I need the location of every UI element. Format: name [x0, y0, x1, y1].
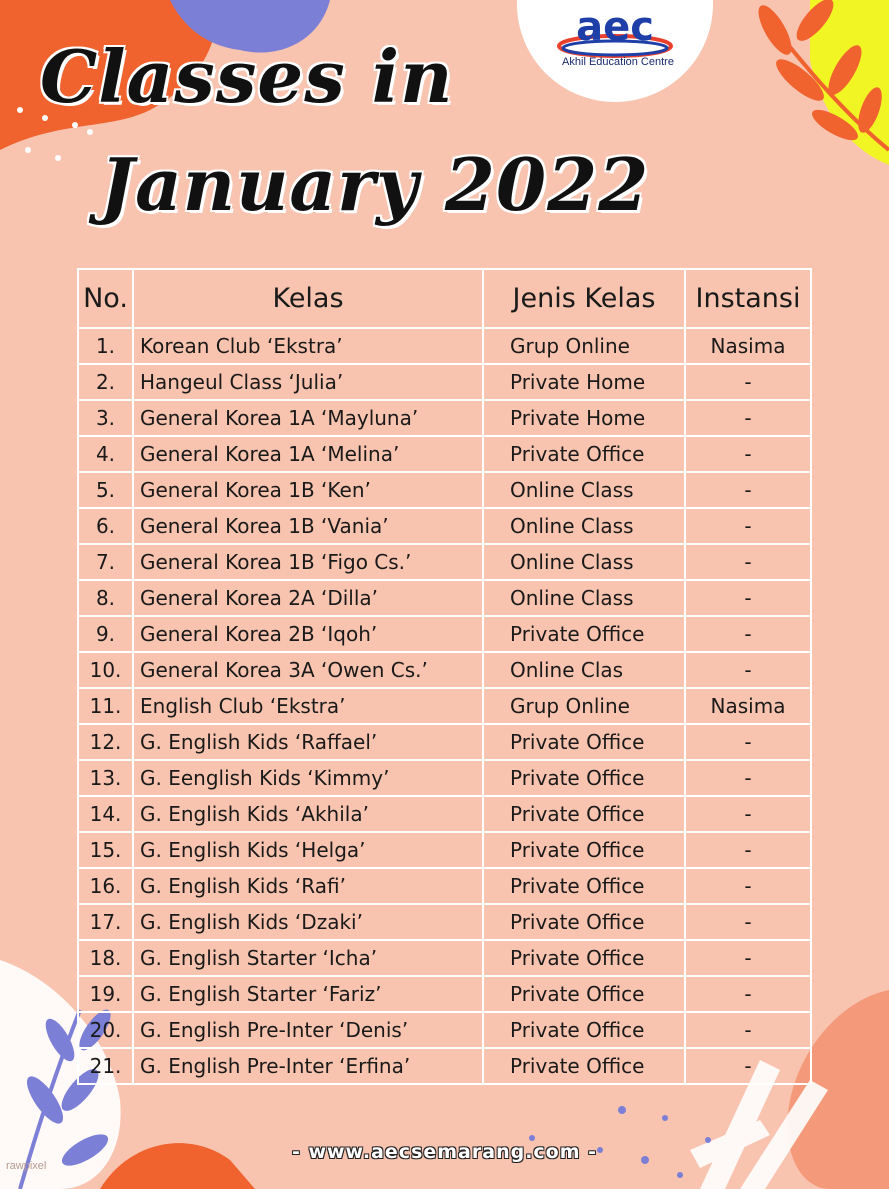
cell-jenis-kelas: Online Class	[483, 544, 685, 580]
table-row	[78, 796, 811, 832]
cell-jenis-kelas: Grup Online	[483, 688, 685, 724]
cell-instansi: -	[685, 940, 811, 976]
header-instansi: Instansi	[685, 269, 811, 328]
table-row	[78, 940, 811, 976]
cell-no: 9.	[78, 616, 133, 652]
cell-kelas: General Korea 1B ‘Ken’	[133, 472, 483, 508]
cell-instansi: -	[685, 616, 811, 652]
cell-jenis-kelas: Private Office	[483, 976, 685, 1012]
table-row	[78, 1012, 811, 1048]
cell-instansi: -	[685, 436, 811, 472]
table-row	[78, 652, 811, 688]
table-header-row	[78, 269, 811, 328]
cell-instansi: -	[685, 364, 811, 400]
cell-instansi: -	[685, 472, 811, 508]
logo-mark-text: aec	[576, 4, 654, 50]
cell-instansi: -	[685, 760, 811, 796]
cell-no: 11.	[78, 688, 133, 724]
cell-kelas: G. English Kids ‘Helga’	[133, 832, 483, 868]
cell-kelas: General Korea 1B ‘Vania’	[133, 508, 483, 544]
cell-no: 2.	[78, 364, 133, 400]
logo-name: Akhil Education Centre	[562, 56, 674, 68]
cell-kelas: G. English Starter ‘Icha’	[133, 940, 483, 976]
title-line-1: Classes in	[40, 34, 454, 119]
table-row	[78, 472, 811, 508]
cell-jenis-kelas: Private Office	[483, 904, 685, 940]
cell-kelas: G. English Kids ‘Raffael’	[133, 724, 483, 760]
cell-instansi: -	[685, 904, 811, 940]
cell-kelas: English Club ‘Ekstra’	[133, 688, 483, 724]
table-row	[78, 832, 811, 868]
cell-no: 8.	[78, 580, 133, 616]
cell-jenis-kelas: Online Clas	[483, 652, 685, 688]
cell-kelas: General Korea 2B ‘Iqoh’	[133, 616, 483, 652]
table-row	[78, 328, 811, 364]
cell-kelas: G. English Starter ‘Fariz’	[133, 976, 483, 1012]
cell-no: 16.	[78, 868, 133, 904]
cell-instansi: -	[685, 544, 811, 580]
cell-kelas: G. English Pre-Inter ‘Erfina’	[133, 1048, 483, 1084]
cell-no: 10.	[78, 652, 133, 688]
cell-instansi: Nasima	[685, 688, 811, 724]
cell-no: 1.	[78, 328, 133, 364]
cell-kelas: General Korea 1B ‘Figo Cs.’	[133, 544, 483, 580]
cell-instansi: -	[685, 508, 811, 544]
cell-jenis-kelas: Private Office	[483, 868, 685, 904]
website-footer: - www.aecsemarang.com -	[291, 1141, 598, 1163]
table-row	[78, 436, 811, 472]
cell-instansi: -	[685, 724, 811, 760]
cell-jenis-kelas: Private Office	[483, 940, 685, 976]
cell-kelas: General Korea 3A ‘Owen Cs.’	[133, 652, 483, 688]
table-row	[78, 616, 811, 652]
cell-no: 13.	[78, 760, 133, 796]
cell-instansi: -	[685, 868, 811, 904]
cell-jenis-kelas: Private Office	[483, 760, 685, 796]
cell-no: 18.	[78, 940, 133, 976]
cell-no: 6.	[78, 508, 133, 544]
cell-kelas: Korean Club ‘Ekstra’	[133, 328, 483, 364]
cell-instansi: -	[685, 652, 811, 688]
cell-no: 5.	[78, 472, 133, 508]
cell-jenis-kelas: Grup Online	[483, 328, 685, 364]
cell-no: 3.	[78, 400, 133, 436]
cell-instansi: -	[685, 1012, 811, 1048]
cell-jenis-kelas: Private Office	[483, 1048, 685, 1084]
classes-table	[77, 268, 812, 1085]
cell-jenis-kelas: Online Class	[483, 508, 685, 544]
header-no: No.	[78, 269, 133, 328]
cell-kelas: G. English Kids ‘Akhila’	[133, 796, 483, 832]
cell-no: 12.	[78, 724, 133, 760]
table-row	[78, 508, 811, 544]
cell-instansi: -	[685, 400, 811, 436]
cell-no: 4.	[78, 436, 133, 472]
cell-jenis-kelas: Private Office	[483, 832, 685, 868]
cell-instansi: -	[685, 796, 811, 832]
cell-instansi: Nasima	[685, 328, 811, 364]
cell-no: 14.	[78, 796, 133, 832]
cell-kelas: Hangeul Class ‘Julia’	[133, 364, 483, 400]
cell-no: 15.	[78, 832, 133, 868]
table-row	[78, 760, 811, 796]
cell-jenis-kelas: Private Office	[483, 616, 685, 652]
cell-jenis-kelas: Online Class	[483, 472, 685, 508]
cell-jenis-kelas: Private Office	[483, 724, 685, 760]
table-row	[78, 544, 811, 580]
cell-no: 19.	[78, 976, 133, 1012]
cell-instansi: -	[685, 1048, 811, 1084]
cell-jenis-kelas: Private Home	[483, 400, 685, 436]
cell-instansi: -	[685, 832, 811, 868]
table-row	[78, 364, 811, 400]
title-line-2: January 2022	[100, 142, 650, 227]
table-row	[78, 400, 811, 436]
cell-no: 7.	[78, 544, 133, 580]
cell-kelas: General Korea 1A ‘Melina’	[133, 436, 483, 472]
cell-jenis-kelas: Private Home	[483, 364, 685, 400]
table-row	[78, 580, 811, 616]
header-jenis-kelas: Jenis Kelas	[483, 269, 685, 328]
cell-jenis-kelas: Private Office	[483, 1012, 685, 1048]
cell-kelas: General Korea 2A ‘Dilla’	[133, 580, 483, 616]
cell-jenis-kelas: Private Office	[483, 436, 685, 472]
table-row	[78, 904, 811, 940]
header-kelas: Kelas	[133, 269, 483, 328]
aec-logo-icon	[555, 2, 675, 58]
watermark: rawpixel	[6, 1160, 47, 1172]
cell-kelas: G. English Pre-Inter ‘Denis’	[133, 1012, 483, 1048]
cell-kelas: G. Eenglish Kids ‘Kimmy’	[133, 760, 483, 796]
cell-kelas: General Korea 1A ‘Mayluna’	[133, 400, 483, 436]
table-row	[78, 976, 811, 1012]
cell-instansi: -	[685, 976, 811, 1012]
cell-jenis-kelas: Private Office	[483, 796, 685, 832]
cell-instansi: -	[685, 580, 811, 616]
cell-kelas: G. English Kids ‘Rafi’	[133, 868, 483, 904]
table-row	[78, 868, 811, 904]
table-row	[78, 1048, 811, 1084]
cell-no: 21.	[78, 1048, 133, 1084]
cell-jenis-kelas: Online Class	[483, 580, 685, 616]
cell-no: 20.	[78, 1012, 133, 1048]
table-row	[78, 724, 811, 760]
cell-no: 17.	[78, 904, 133, 940]
table-row	[78, 688, 811, 724]
cell-kelas: G. English Kids ‘Dzaki’	[133, 904, 483, 940]
